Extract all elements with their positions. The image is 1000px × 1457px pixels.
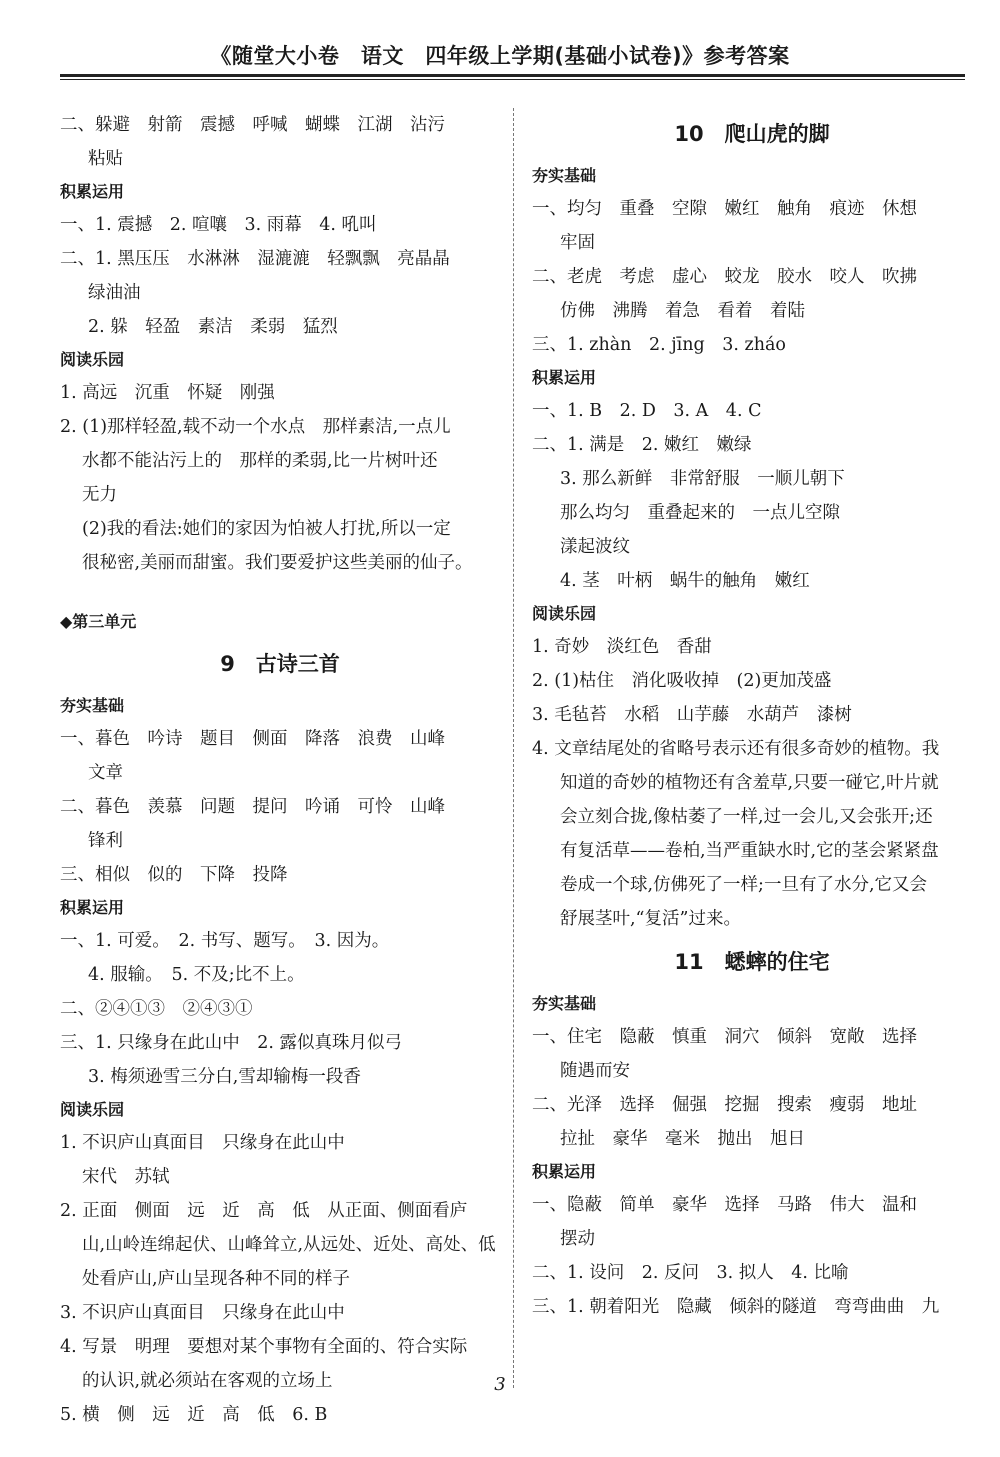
answer-line: 的认识,就必须站在客观的立场上 [82,1371,333,1391]
page-number: 3 [494,1374,506,1395]
answer-line: 有复活草——卷柏,当严重缺水时,它的茎会紧紧盘 [560,841,939,861]
answer-line: 知道的奇妙的植物还有含羞草,只要一碰它,叶片就 [560,773,939,793]
answer-line: 一、1. B 2. D 3. A 4. C [532,401,762,421]
answer-line: 2. (1)枯住 消化吸收掉 (2)更加茂盛 [532,671,832,691]
answer-line: 3. 毛毡苔 水稻 山芋藤 水葫芦 漆树 [532,705,852,725]
answer-line: 二、1. 黑压压 水淋淋 湿漉漉 轻飘飘 亮晶晶 [60,249,450,269]
answer-line: 粘贴 [88,149,123,169]
answer-line: 4. 写景 明理 要想对某个事物有全面的、符合实际 [60,1337,468,1357]
answer-line: 一、暮色 吟诗 题目 侧面 降落 浪费 山峰 [60,729,445,749]
spacer [60,580,500,606]
section-heading: 积累运用 [532,1162,597,1181]
answer-line: 4. 茎 叶柄 蜗牛的触角 嫩红 [560,571,810,591]
answer-line: 处看庐山,庐山呈现各种不同的样子 [82,1269,351,1289]
answer-line: 1. 高远 沉重 怀疑 刚强 [60,383,275,403]
answer-line: 三、1. zhàn 2. jīng 3. zháo [532,335,786,355]
answer-line: 2. 躲 轻盈 素洁 柔弱 猛烈 [88,317,338,337]
answer-line: 二、②④①③ ②④③① [60,999,253,1019]
answer-line: 二、光泽 选择 倔强 挖掘 搜索 瘦弱 地址 [532,1095,917,1115]
answer-line: 一、1. 可爱。 2. 书写、题写。 3. 因为。 [60,931,390,951]
answer-line: 二、暮色 羡慕 问题 提问 吟诵 可怜 山峰 [60,797,445,817]
section-heading: 阅读乐园 [60,350,125,369]
answer-line: 二、躲避 射箭 震撼 呼喊 蝴蝶 江湖 沾污 [60,115,445,135]
answer-line: 2. 正面 侧面 远 近 高 低 从正面、侧面看庐 [60,1201,468,1221]
answer-line: 山,山岭连绵起伏、山峰耸立,从远处、近处、高处、低 [82,1235,496,1255]
lesson-title: 10 爬山虎的脚 [674,122,830,146]
section-heading: 阅读乐园 [532,604,597,623]
lesson-title: 9 古诗三首 [220,652,340,676]
answer-line: 很秘密,美丽而甜蜜。我们要爱护这些美丽的仙子。 [82,553,473,573]
answer-line: 宋代 苏轼 [82,1167,170,1187]
section-heading: 阅读乐园 [60,1100,125,1119]
answer-line: (2)我的看法:她们的家因为怕被人打扰,所以一定 [82,519,451,539]
answer-line: 水都不能沾污上的 那样的柔弱,比一片树叶还 [82,451,438,471]
answer-line: 3. 不识庐山真面目 只缘身在此山中 [60,1303,345,1323]
answer-line: 3. 梅须逊雪三分白,雪却输梅一段香 [88,1067,361,1087]
section-heading: 夯实基础 [60,696,125,715]
answer-line: 一、均匀 重叠 空隙 嫩红 触角 痕迹 休想 [532,199,917,219]
answer-line: 锋利 [88,831,123,851]
section-heading: 夯实基础 [532,166,597,185]
answer-line: 3. 那么新鲜 非常舒服 一顺儿朝下 [560,469,845,489]
answer-line: 二、1. 满是 2. 嫩红 嫩绿 [532,435,752,455]
answer-line: 那么均匀 重叠起来的 一点儿空隙 [560,503,840,523]
page-header-title: 《随堂大小卷 语文 四年级上学期(基础小试卷)》参考答案 [210,44,790,68]
answer-line: 1. 奇妙 淡红色 香甜 [532,637,712,657]
lesson-title: 11 蟋蟀的住宅 [674,950,830,974]
answer-line: 漾起波纹 [560,537,630,557]
answer-line: 5. 横 侧 远 近 高 低 6. B [60,1405,328,1425]
header-rule [60,74,965,77]
answer-line: 绿油油 [88,283,141,303]
left-column [60,108,500,1432]
answer-line: 三、1. 朝着阳光 隐藏 倾斜的隧道 弯弯曲曲 九 [532,1297,940,1317]
answer-line: 文章 [88,763,123,783]
answer-line: 拉扯 豪华 毫米 抛出 旭日 [560,1129,805,1149]
section-heading: 积累运用 [60,182,125,201]
answer-line: 三、1. 只缘身在此山中 2. 露似真珠月似弓 [60,1033,403,1053]
answer-line: 4. 文章结尾处的省略号表示还有很多奇妙的植物。我 [532,739,940,759]
answer-line: 无力 [82,485,117,505]
answer-line: 仿佛 沸腾 着急 看着 着陆 [560,301,805,321]
answer-line: 一、住宅 隐蔽 慎重 洞穴 倾斜 宽敞 选择 [532,1027,917,1047]
answer-line: 牢固 [560,233,595,253]
answer-line: 2. (1)那样轻盈,载不动一个水点 那样素洁,一点儿 [60,417,451,437]
answer-line: 二、老虎 考虑 虚心 蛟龙 胶水 咬人 吹拂 [532,267,917,287]
answer-line: 摆动 [560,1229,595,1249]
section-heading: 积累运用 [60,898,125,917]
section-heading: 积累运用 [532,368,597,387]
answer-line: 随遇而安 [560,1061,630,1081]
answer-line: 一、隐蔽 简单 豪华 选择 马路 伟大 温和 [532,1195,917,1215]
section-heading: 夯实基础 [532,994,597,1013]
column-divider [513,108,514,1388]
answer-line: 三、相似 似的 下降 投降 [60,865,288,885]
answer-line: 卷成一个球,仿佛死了一样;一旦有了水分,它又会 [560,875,928,895]
answer-line: 会立刻合拢,像枯萎了一样,过一会儿,又会张开;还 [560,807,933,827]
header-rule-thin [60,79,965,80]
answer-line: 4. 服输。 5. 不及;比不上。 [88,965,305,985]
answer-line: 二、1. 设问 2. 反问 3. 拟人 4. 比喻 [532,1263,849,1283]
right-column [532,108,972,1324]
answer-line: 1. 不识庐山真面目 只缘身在此山中 [60,1133,345,1153]
answer-line: 一、1. 震撼 2. 喧嚷 3. 雨幕 4. 吼叫 [60,215,377,235]
answer-line: 舒展茎叶,“复活”过来。 [560,909,741,929]
section-heading: ◆第三单元 [60,612,137,631]
